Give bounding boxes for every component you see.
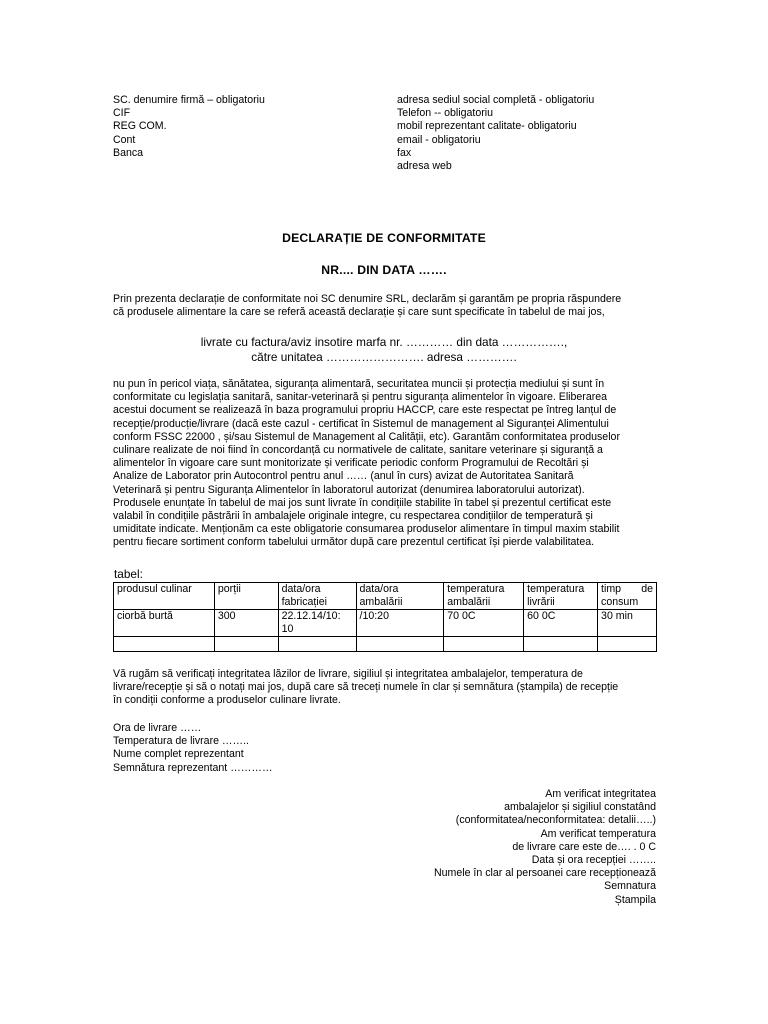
web-line: adresa web (397, 160, 452, 173)
signature-label: Semnatura (604, 880, 656, 893)
conformity-paragraph (113, 378, 657, 550)
intro-paragraph (113, 293, 657, 319)
reg-com-line: REG COM. (113, 120, 167, 133)
verification-line: de livrare care este de…. . 0 C (512, 840, 656, 853)
instruction-line: în condiții conforme a produselor culinare livrate. (113, 694, 341, 707)
body-line: Veterinară și pentru Siguranța Alimentelor în laboratorul autorizat (denumirea laboratorului autorizat). (113, 483, 585, 496)
body-line: recepție/producție/livrare (dacă este cazul - certificat în Sistemul de management al Siguranței Alimentului (113, 417, 609, 430)
cell-consumption-time: 30 min (598, 610, 657, 637)
company-name-line: SC. denumire firmă – obligatoriu (113, 94, 265, 106)
header-delivery-temperature: temperatura livrării (524, 583, 598, 610)
intro-line: că produsele alimentare la care se referă această declarație și care sunt specificate în tabelul de mai jos, (113, 306, 605, 319)
cell-delivery-temperature: 60 0C (524, 610, 598, 637)
body-line: conformitate cu legislația sanitară, sanitar-veterinară și pentru siguranța alimentelor în vigoare. Eliberarea (113, 391, 608, 404)
delivery-temperature-line: Temperatura de livrare …….. (113, 735, 250, 748)
header-packaging-date: data/ora ambalării (356, 583, 444, 610)
address-line: adresa sediul social completă - obligatoriu (397, 94, 595, 106)
stamp-label: Ștampila (614, 893, 656, 906)
representative-signature-line: Semnătura reprezentant ………… (113, 761, 273, 774)
table-row (114, 610, 657, 637)
cell-delivery-temperature (524, 637, 598, 652)
fax-line: fax (397, 146, 412, 159)
table-header-row (114, 583, 657, 610)
body-line: pentru fiecare sortiment conform tabelului următor după care prezentul certificat își pierde valabilitatea. (113, 536, 595, 549)
verification-instructions (113, 668, 657, 708)
cell-portions (214, 637, 278, 652)
verification-line: Am verificat integritatea (545, 788, 656, 800)
body-line: culinare realizate de noi fiind în concordanță cu normativele de calitate, sanitare veterinare și siguranță a (113, 444, 603, 457)
destination-line: către unitatea ……………………. adresa …………. (251, 350, 517, 364)
verification-line: Data și ora recepției …….. (531, 854, 656, 867)
body-line: nu pun în pericol viața, sănătatea, siguranța alimentară, securitatea muncii și protecția mediului și sunt în (113, 378, 605, 390)
body-line: Produsele enunțate în tabelul de mai jos sunt livrate în condițiile stabilite în tabel și prezentul certificat este (113, 496, 612, 509)
intro-line: Prin prezenta declarație de conformitate noi SC denumire SRL, declarăm și garantăm pe propria răspundere (113, 293, 622, 305)
body-line: alimentelor în vigoare care sunt monitorizate și verificate periodic conform Programului de Recoltări și (113, 457, 589, 470)
body-line: umiditate indicate. Menționăm ca este obligatorie consumarea produselor alimentare în timpul maxim stabilit (113, 523, 620, 536)
invoice-line: livrate cu factura/aviz insotire marfa nr. ………… din data ……………., (200, 335, 568, 349)
phone-line: Telefon -- obligatoriu (397, 107, 493, 120)
product-table (113, 582, 657, 652)
invoice-reference (0, 335, 768, 365)
body-line: conform FSSC 22000 , și/sau Sistemul de Management al Calității, etc). Garantăm conformitatea produselor (113, 430, 620, 443)
body-line: Analize de Laborator prin Autocontrol pentru anul …… (anul în curs) avizat de Autoritatea Sanitară (113, 470, 574, 483)
delivery-time-line: Ora de livrare …… (113, 722, 202, 734)
header-packaging-temperature: temperatura ambalării (444, 583, 524, 610)
verification-line: Numele în clar al persoanei care recepționează (433, 867, 656, 880)
cell-packaging-temperature (444, 637, 524, 652)
verification-line: (conformitatea/neconformitatea: detalii…..) (455, 814, 656, 827)
cell-product (114, 637, 215, 652)
document-number-date: NR.... DIN DATA ……. (321, 263, 447, 277)
delivery-signature-block (113, 722, 273, 775)
mobile-line: mobil reprezentant calitate- obligatoriu (397, 120, 577, 133)
cell-production-date (278, 637, 356, 652)
reception-verification-block (434, 788, 656, 907)
cell-packaging-date (356, 637, 444, 652)
table-label: tabel: (114, 567, 143, 581)
cif-line: CIF (113, 107, 131, 120)
bank-line: Banca (113, 146, 144, 159)
verification-line: ambalajelor și sigiliul constatând (504, 801, 656, 814)
body-line: acestui document se realizează în baza programului propriu HACCP, care este respectat pe întreg lanțul de (113, 404, 617, 417)
header-product: produsul culinar (114, 583, 215, 610)
cell-consumption-time (598, 637, 657, 652)
contact-details (397, 94, 594, 173)
body-line: valabil în condițiile păstrării în ambalajele originale integre, cu respectarea condițiilor de temperatură și (113, 510, 593, 523)
email-line: email - obligatoriu (397, 133, 481, 146)
representative-name-line: Nume complet reprezentant (113, 748, 244, 761)
instruction-line: livrare/recepție și să o notați mai jos, după care să treceți numele în clar și semnătura (ștampila) de recepție (113, 681, 619, 694)
company-details (113, 94, 265, 160)
document-title: DECLARAȚIE DE CONFORMITATE (282, 231, 486, 245)
cell-packaging-temperature: 70 0C (444, 610, 524, 637)
cell-production-date: 22.12.14/10: 10 (278, 610, 356, 637)
cell-product: ciorbă burtă (114, 610, 215, 637)
verification-line: Am verificat temperatura (540, 827, 656, 840)
instruction-line: Vă rugăm să verificați integritatea lăzilor de livrare, sigiliul și integritatea ambalajelor, temperatura de (113, 668, 583, 680)
cell-portions: 300 (214, 610, 278, 637)
account-line: Cont (113, 133, 136, 146)
header-portions: porții (214, 583, 278, 610)
header-consumption-time: timp de consum (598, 583, 657, 610)
header-production-date: data/ora fabricației (278, 583, 356, 610)
cell-packaging-date: /10:20 (356, 610, 444, 637)
table-row (114, 637, 657, 652)
